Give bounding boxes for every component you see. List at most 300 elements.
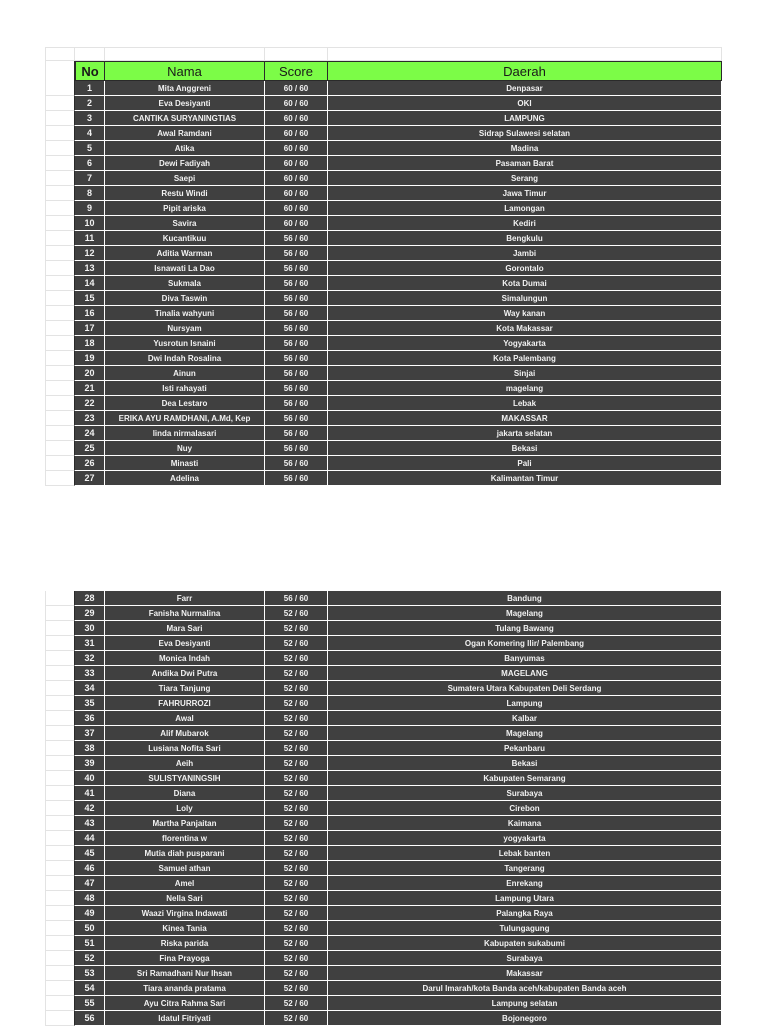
cell-score[interactable]: 52 / 60 — [265, 606, 328, 621]
cell-score[interactable]: 52 / 60 — [265, 621, 328, 636]
empty-cell[interactable] — [265, 47, 328, 61]
row-gutter — [45, 426, 75, 441]
cell-daerah[interactable]: Kabupaten sukabumi — [328, 936, 722, 951]
table-row — [45, 786, 722, 801]
cell-no[interactable]: 3 — [75, 111, 105, 126]
cell-no[interactable]: 46 — [75, 861, 105, 876]
cell-score[interactable]: 56 / 60 — [265, 246, 328, 261]
cell-nama[interactable]: Nursyam — [105, 321, 265, 336]
cell-nama[interactable]: Sri Ramadhani Nur Ihsan — [105, 966, 265, 981]
cell-no[interactable]: 11 — [75, 231, 105, 246]
cell-score[interactable]: 56 / 60 — [265, 441, 328, 456]
cell-nama[interactable]: Tinalia wahyuni — [105, 306, 265, 321]
cell-nama[interactable]: Alif Mubarok — [105, 726, 265, 741]
cell-no[interactable]: 55 — [75, 996, 105, 1011]
cell-score[interactable]: 52 / 60 — [265, 1011, 328, 1026]
row-gutter — [45, 651, 75, 666]
cell-no[interactable]: 56 — [75, 1011, 105, 1026]
row-gutter — [45, 366, 75, 381]
cell-no[interactable]: 38 — [75, 741, 105, 756]
cell-nama[interactable]: Diana — [105, 786, 265, 801]
row-gutter — [45, 741, 75, 756]
cell-nama[interactable]: Waazi Virgina Indawati — [105, 906, 265, 921]
cell-nama[interactable]: Dewi Fadiyah — [105, 156, 265, 171]
cell-daerah[interactable]: Bandung — [328, 591, 722, 606]
cell-no[interactable]: 33 — [75, 666, 105, 681]
cell-daerah[interactable]: Surabaya — [328, 951, 722, 966]
cell-nama[interactable]: Farr — [105, 591, 265, 606]
row-gutter — [45, 81, 75, 96]
cell-daerah[interactable]: Bekasi — [328, 441, 722, 456]
row-gutter — [45, 291, 75, 306]
table-row — [45, 231, 722, 246]
cell-no[interactable]: 17 — [75, 321, 105, 336]
cell-no[interactable]: 52 — [75, 951, 105, 966]
cell-no[interactable]: 5 — [75, 141, 105, 156]
table-row — [45, 126, 722, 141]
cell-nama[interactable]: Aeih — [105, 756, 265, 771]
cell-score[interactable]: 56 / 60 — [265, 591, 328, 606]
cell-nama[interactable]: Isti rahayati — [105, 381, 265, 396]
cell-no[interactable]: 4 — [75, 126, 105, 141]
table-row — [45, 411, 722, 426]
cell-no[interactable]: 45 — [75, 846, 105, 861]
cell-daerah[interactable]: Sidrap Sulawesi selatan — [328, 126, 722, 141]
cell-no[interactable]: 43 — [75, 816, 105, 831]
cell-nama[interactable]: Tiara Tanjung — [105, 681, 265, 696]
cell-score[interactable]: 52 / 60 — [265, 636, 328, 651]
cell-score[interactable]: 56 / 60 — [265, 276, 328, 291]
table-row — [45, 726, 722, 741]
cell-score[interactable]: 52 / 60 — [265, 951, 328, 966]
cell-nama[interactable]: Loly — [105, 801, 265, 816]
cell-no[interactable]: 28 — [75, 591, 105, 606]
cell-daerah[interactable]: Lamongan — [328, 201, 722, 216]
table-row — [45, 741, 722, 756]
cell-no[interactable]: 20 — [75, 366, 105, 381]
cell-daerah[interactable]: Simalungun — [328, 291, 722, 306]
row-gutter — [45, 891, 75, 906]
header-score[interactable]: Score — [265, 61, 328, 81]
cell-score[interactable]: 52 / 60 — [265, 846, 328, 861]
row-gutter — [45, 696, 75, 711]
cell-daerah[interactable]: Kalbar — [328, 711, 722, 726]
cell-score[interactable]: 56 / 60 — [265, 426, 328, 441]
cell-daerah[interactable]: Kediri — [328, 216, 722, 231]
table-row — [45, 426, 722, 441]
cell-daerah[interactable]: Banyumas — [328, 651, 722, 666]
cell-nama[interactable]: Ayu Citra Rahma Sari — [105, 996, 265, 1011]
cell-score[interactable]: 60 / 60 — [265, 216, 328, 231]
cell-nama[interactable]: Nuy — [105, 441, 265, 456]
cell-score[interactable]: 60 / 60 — [265, 96, 328, 111]
cell-no[interactable]: 13 — [75, 261, 105, 276]
cell-nama[interactable]: Awal — [105, 711, 265, 726]
cell-daerah[interactable]: Lampung — [328, 696, 722, 711]
cell-nama[interactable]: Mutia diah pusparani — [105, 846, 265, 861]
cell-nama[interactable]: Andika Dwi Putra — [105, 666, 265, 681]
cell-no[interactable]: 35 — [75, 696, 105, 711]
cell-daerah[interactable]: Darul Imarah/kota Banda aceh/kabupaten Banda aceh — [328, 981, 722, 996]
cell-score[interactable]: 56 / 60 — [265, 471, 328, 486]
cell-no[interactable]: 10 — [75, 216, 105, 231]
cell-no[interactable]: 25 — [75, 441, 105, 456]
table-row — [45, 846, 722, 861]
cell-no[interactable]: 12 — [75, 246, 105, 261]
cell-score[interactable]: 52 / 60 — [265, 891, 328, 906]
row-gutter — [45, 681, 75, 696]
cell-score[interactable]: 56 / 60 — [265, 381, 328, 396]
cell-daerah[interactable]: Lampung Utara — [328, 891, 722, 906]
cell-score[interactable]: 52 / 60 — [265, 981, 328, 996]
cell-no[interactable]: 22 — [75, 396, 105, 411]
cell-score[interactable]: 60 / 60 — [265, 156, 328, 171]
cell-no[interactable]: 41 — [75, 786, 105, 801]
row-gutter — [45, 47, 75, 61]
table-row — [45, 276, 722, 291]
row-gutter — [45, 936, 75, 951]
cell-no[interactable]: 18 — [75, 336, 105, 351]
cell-score[interactable]: 56 / 60 — [265, 231, 328, 246]
cell-nama[interactable]: ERIKA AYU RAMDHANI, A.Md, Kep — [105, 411, 265, 426]
cell-no[interactable]: 44 — [75, 831, 105, 846]
table-row — [45, 666, 722, 681]
cell-nama[interactable]: Aditia Warman — [105, 246, 265, 261]
cell-nama[interactable]: Dwi Indah Rosalina — [105, 351, 265, 366]
row-gutter — [45, 351, 75, 366]
cell-score[interactable]: 56 / 60 — [265, 336, 328, 351]
cell-no[interactable]: 30 — [75, 621, 105, 636]
table-row — [45, 996, 722, 1011]
cell-nama[interactable]: SULISTYANINGSIH — [105, 771, 265, 786]
cell-nama[interactable]: florentina w — [105, 831, 265, 846]
table-body — [45, 81, 722, 486]
cell-daerah[interactable]: Tulang Bawang — [328, 621, 722, 636]
cell-daerah[interactable]: Pasaman Barat — [328, 156, 722, 171]
cell-daerah[interactable]: Madina — [328, 141, 722, 156]
cell-no[interactable]: 26 — [75, 456, 105, 471]
row-gutter — [45, 216, 75, 231]
row-gutter — [45, 996, 75, 1011]
table-row — [45, 681, 722, 696]
cell-nama[interactable]: Atika — [105, 141, 265, 156]
cell-daerah[interactable]: Bekasi — [328, 756, 722, 771]
table-row — [45, 111, 722, 126]
cell-no[interactable]: 15 — [75, 291, 105, 306]
cell-daerah[interactable]: Makassar — [328, 966, 722, 981]
cell-score[interactable]: 52 / 60 — [265, 816, 328, 831]
table-row — [45, 396, 722, 411]
cell-score[interactable]: 52 / 60 — [265, 651, 328, 666]
table-row — [45, 81, 722, 96]
cell-nama[interactable]: Samuel athan — [105, 861, 265, 876]
cell-score[interactable]: 56 / 60 — [265, 396, 328, 411]
cell-no[interactable]: 39 — [75, 756, 105, 771]
cell-score[interactable]: 56 / 60 — [265, 456, 328, 471]
cell-score[interactable]: 52 / 60 — [265, 936, 328, 951]
cell-nama[interactable]: Kucantikuu — [105, 231, 265, 246]
cell-no[interactable]: 48 — [75, 891, 105, 906]
table-row — [45, 351, 722, 366]
cell-daerah[interactable]: Magelang — [328, 606, 722, 621]
table-header-row — [45, 61, 722, 81]
cell-daerah[interactable]: MAGELANG — [328, 666, 722, 681]
cell-nama[interactable]: Dea Lestaro — [105, 396, 265, 411]
cell-score[interactable]: 52 / 60 — [265, 861, 328, 876]
cell-daerah[interactable]: Tulungagung — [328, 921, 722, 936]
cell-daerah[interactable]: Sinjai — [328, 366, 722, 381]
cell-no[interactable]: 51 — [75, 936, 105, 951]
cell-no[interactable]: 21 — [75, 381, 105, 396]
cell-score[interactable]: 52 / 60 — [265, 996, 328, 1011]
cell-daerah[interactable]: Gorontalo — [328, 261, 722, 276]
cell-score[interactable]: 52 / 60 — [265, 831, 328, 846]
cell-daerah[interactable]: Bojonegoro — [328, 1011, 722, 1026]
row-gutter — [45, 726, 75, 741]
row-gutter — [45, 396, 75, 411]
cell-nama[interactable]: Isnawati La Dao — [105, 261, 265, 276]
cell-score[interactable]: 52 / 60 — [265, 726, 328, 741]
cell-no[interactable]: 49 — [75, 906, 105, 921]
cell-daerah[interactable]: Kaimana — [328, 816, 722, 831]
row-gutter — [45, 381, 75, 396]
row-gutter — [45, 456, 75, 471]
header-nama[interactable]: Nama — [105, 61, 265, 81]
table-row — [45, 141, 722, 156]
cell-no[interactable]: 1 — [75, 81, 105, 96]
cell-nama[interactable]: Saepi — [105, 171, 265, 186]
cell-nama[interactable]: Martha Panjaitan — [105, 816, 265, 831]
row-gutter — [45, 636, 75, 651]
cell-score[interactable]: 52 / 60 — [265, 771, 328, 786]
cell-score[interactable]: 60 / 60 — [265, 81, 328, 96]
cell-score[interactable]: 56 / 60 — [265, 306, 328, 321]
cell-score[interactable]: 52 / 60 — [265, 786, 328, 801]
cell-daerah[interactable]: Surabaya — [328, 786, 722, 801]
table-row — [45, 381, 722, 396]
cell-nama[interactable]: Nella Sari — [105, 891, 265, 906]
cell-no[interactable]: 37 — [75, 726, 105, 741]
cell-nama[interactable]: Riska parida — [105, 936, 265, 951]
row-gutter — [45, 921, 75, 936]
cell-no[interactable]: 42 — [75, 801, 105, 816]
cell-daerah[interactable]: OKI — [328, 96, 722, 111]
table-row — [45, 966, 722, 981]
cell-score[interactable]: 52 / 60 — [265, 696, 328, 711]
cell-daerah[interactable]: Palangka Raya — [328, 906, 722, 921]
empty-cell[interactable] — [75, 47, 105, 61]
cell-nama[interactable]: Ainun — [105, 366, 265, 381]
cell-no[interactable]: 31 — [75, 636, 105, 651]
table-row — [45, 441, 722, 456]
cell-no[interactable]: 34 — [75, 681, 105, 696]
cell-daerah[interactable]: Kota Makassar — [328, 321, 722, 336]
cell-nama[interactable]: Kinea Tania — [105, 921, 265, 936]
table-row — [45, 831, 722, 846]
table-row — [45, 336, 722, 351]
table-row — [45, 216, 722, 231]
header-no[interactable]: No — [75, 61, 105, 81]
cell-no[interactable]: 54 — [75, 981, 105, 996]
cell-daerah[interactable]: MAKASSAR — [328, 411, 722, 426]
cell-nama[interactable]: Fanisha Nurmalina — [105, 606, 265, 621]
row-gutter — [45, 786, 75, 801]
cell-score[interactable]: 52 / 60 — [265, 681, 328, 696]
cell-score[interactable]: 56 / 60 — [265, 321, 328, 336]
cell-nama[interactable]: FAHRURROZI — [105, 696, 265, 711]
cell-no[interactable]: 7 — [75, 171, 105, 186]
cell-daerah[interactable]: Pekanbaru — [328, 741, 722, 756]
cell-daerah[interactable]: Lebak banten — [328, 846, 722, 861]
cell-nama[interactable]: Savira — [105, 216, 265, 231]
cell-no[interactable]: 8 — [75, 186, 105, 201]
cell-daerah[interactable]: Tangerang — [328, 861, 722, 876]
cell-daerah[interactable]: LAMPUNG — [328, 111, 722, 126]
cell-daerah[interactable]: yogyakarta — [328, 831, 722, 846]
cell-score[interactable]: 52 / 60 — [265, 666, 328, 681]
cell-no[interactable]: 53 — [75, 966, 105, 981]
cell-daerah[interactable]: jakarta selatan — [328, 426, 722, 441]
cell-nama[interactable]: Lusiana Nofita Sari — [105, 741, 265, 756]
cell-nama[interactable]: linda nirmalasari — [105, 426, 265, 441]
row-gutter — [45, 906, 75, 921]
cell-no[interactable]: 50 — [75, 921, 105, 936]
cell-score[interactable]: 60 / 60 — [265, 171, 328, 186]
cell-daerah[interactable]: Kota Palembang — [328, 351, 722, 366]
cell-daerah[interactable]: Serang — [328, 171, 722, 186]
table-row — [45, 921, 722, 936]
table-row — [45, 651, 722, 666]
row-gutter — [45, 876, 75, 891]
cell-score[interactable]: 52 / 60 — [265, 876, 328, 891]
cell-score[interactable]: 52 / 60 — [265, 906, 328, 921]
table-row — [45, 246, 722, 261]
empty-cell[interactable] — [328, 47, 722, 61]
row-gutter — [45, 966, 75, 981]
cell-score[interactable]: 52 / 60 — [265, 756, 328, 771]
cell-nama[interactable]: Eva Desiyanti — [105, 96, 265, 111]
cell-nama[interactable]: Adelina — [105, 471, 265, 486]
cell-daerah[interactable]: Pali — [328, 456, 722, 471]
cell-nama[interactable]: Pipit ariska — [105, 201, 265, 216]
table-row — [45, 471, 722, 486]
cell-nama[interactable]: Restu Windi — [105, 186, 265, 201]
cell-daerah[interactable]: Enrekang — [328, 876, 722, 891]
cell-daerah[interactable]: Sumatera Utara Kabupaten Deli Serdang — [328, 681, 722, 696]
cell-score[interactable]: 56 / 60 — [265, 261, 328, 276]
cell-no[interactable]: 27 — [75, 471, 105, 486]
cell-daerah[interactable]: Jawa Timur — [328, 186, 722, 201]
cell-nama[interactable]: Mita Anggreni — [105, 81, 265, 96]
cell-score[interactable]: 60 / 60 — [265, 201, 328, 216]
cell-daerah[interactable]: Denpasar — [328, 81, 722, 96]
cell-nama[interactable]: CANTIKA SURYANINGTIAS — [105, 111, 265, 126]
cell-score[interactable]: 60 / 60 — [265, 111, 328, 126]
cell-score[interactable]: 52 / 60 — [265, 966, 328, 981]
cell-score[interactable]: 60 / 60 — [265, 186, 328, 201]
cell-nama[interactable]: Tiara ananda pratama — [105, 981, 265, 996]
cell-nama[interactable]: Idatul Fitriyati — [105, 1011, 265, 1026]
cell-nama[interactable]: Eva Desiyanti — [105, 636, 265, 651]
table-row — [45, 321, 722, 336]
cell-score[interactable]: 56 / 60 — [265, 366, 328, 381]
cell-daerah[interactable]: Cirebon — [328, 801, 722, 816]
cell-no[interactable]: 19 — [75, 351, 105, 366]
cell-daerah[interactable]: Magelang — [328, 726, 722, 741]
cell-nama[interactable]: Awal Ramdani — [105, 126, 265, 141]
cell-score[interactable]: 52 / 60 — [265, 711, 328, 726]
row-gutter — [45, 141, 75, 156]
cell-no[interactable]: 6 — [75, 156, 105, 171]
cell-nama[interactable]: Yusrotun Isnaini — [105, 336, 265, 351]
cell-nama[interactable]: Mara Sari — [105, 621, 265, 636]
header-daerah[interactable]: Daerah — [328, 61, 722, 81]
cell-no[interactable]: 40 — [75, 771, 105, 786]
row-gutter — [45, 846, 75, 861]
cell-no[interactable]: 23 — [75, 411, 105, 426]
cell-no[interactable]: 9 — [75, 201, 105, 216]
cell-score[interactable]: 56 / 60 — [265, 291, 328, 306]
cell-no[interactable]: 29 — [75, 606, 105, 621]
cell-score[interactable]: 52 / 60 — [265, 801, 328, 816]
cell-daerah[interactable]: Kota Dumai — [328, 276, 722, 291]
cell-no[interactable]: 47 — [75, 876, 105, 891]
cell-score[interactable]: 60 / 60 — [265, 126, 328, 141]
cell-daerah[interactable]: Kalimantan Timur — [328, 471, 722, 486]
cell-score[interactable]: 52 / 60 — [265, 741, 328, 756]
cell-daerah[interactable]: Lampung selatan — [328, 996, 722, 1011]
cell-score[interactable]: 52 / 60 — [265, 921, 328, 936]
cell-no[interactable]: 16 — [75, 306, 105, 321]
row-gutter — [45, 606, 75, 621]
cell-no[interactable]: 24 — [75, 426, 105, 441]
table-row — [45, 291, 722, 306]
table-row — [45, 756, 722, 771]
cell-daerah[interactable]: Bengkulu — [328, 231, 722, 246]
cell-no[interactable]: 36 — [75, 711, 105, 726]
cell-daerah[interactable]: magelang — [328, 381, 722, 396]
table-row — [45, 951, 722, 966]
cell-nama[interactable]: Minasti — [105, 456, 265, 471]
cell-score[interactable]: 56 / 60 — [265, 411, 328, 426]
cell-daerah[interactable]: Way kanan — [328, 306, 722, 321]
table-row — [45, 156, 722, 171]
table-row — [45, 711, 722, 726]
cell-nama[interactable]: Monica Indah — [105, 651, 265, 666]
cell-daerah[interactable]: Lebak — [328, 396, 722, 411]
cell-nama[interactable]: Sukmala — [105, 276, 265, 291]
cell-daerah[interactable]: Yogyakarta — [328, 336, 722, 351]
cell-nama[interactable]: Diva Taswin — [105, 291, 265, 306]
cell-score[interactable]: 60 / 60 — [265, 141, 328, 156]
empty-cell[interactable] — [105, 47, 265, 61]
cell-daerah[interactable]: Ogan Komering Ilir/ Palembang — [328, 636, 722, 651]
cell-nama[interactable]: Fina Prayoga — [105, 951, 265, 966]
row-gutter — [45, 96, 75, 111]
cell-no[interactable]: 14 — [75, 276, 105, 291]
cell-no[interactable]: 2 — [75, 96, 105, 111]
row-gutter — [45, 816, 75, 831]
cell-score[interactable]: 56 / 60 — [265, 351, 328, 366]
table-row — [45, 636, 722, 651]
row-gutter — [45, 246, 75, 261]
table-row — [45, 861, 722, 876]
cell-no[interactable]: 32 — [75, 651, 105, 666]
cell-nama[interactable]: Amel — [105, 876, 265, 891]
cell-daerah[interactable]: Kabupaten Semarang — [328, 771, 722, 786]
cell-daerah[interactable]: Jambi — [328, 246, 722, 261]
table-body — [45, 591, 722, 1026]
